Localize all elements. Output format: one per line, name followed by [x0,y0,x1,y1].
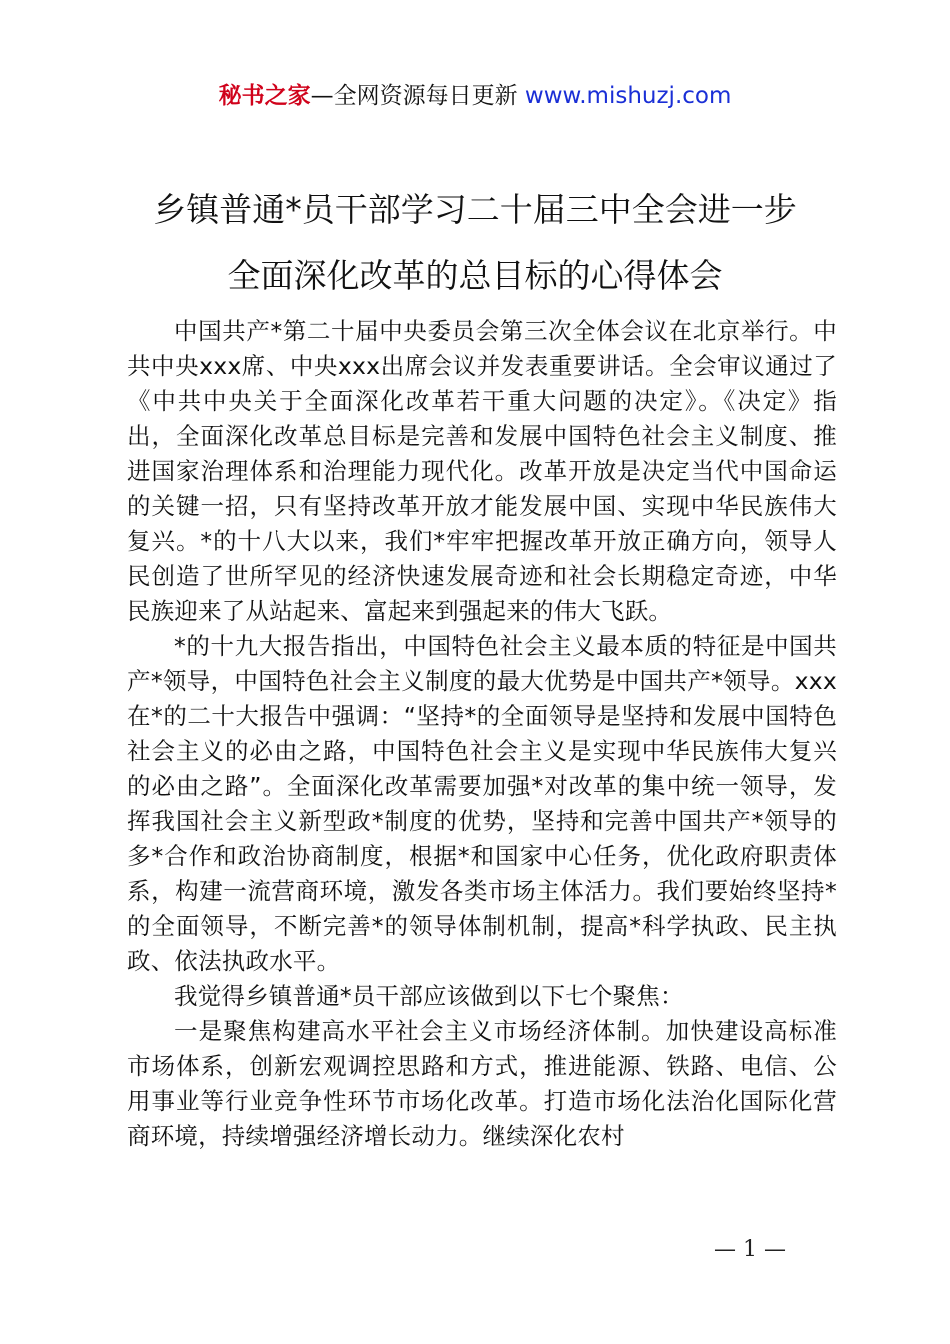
header-tagline: —全网资源每日更新 [310,83,518,109]
page-number: — 1 — [714,1237,786,1262]
document-body [127,314,837,1154]
body-paragraph-1: 中国共产*第二十届中央委员会第三次全体会议在北京举行。中共中央xxx席、中央xxx出席会议并发表重要讲话。全会审议通过了《中共中央关于全面深化改革若干重大问题的决定》。《决定》指出，全面深化改革总目标是完善和发展中国特色社会主义制度、推进国家治理体系和治理能力现代化。改革开放是决定当代中国命运的关键一招，只有坚持改革开放才能发展中国、实现中华民族伟大复兴。*的十八大以来，我们*牢牢把握改革开放正确方向，领导人民创造了世所罕见的经济快速发展奇迹和社会长期稳定奇迹，中华民族迎来了从站起来、富起来到强起来的伟大飞跃。 [127,317,837,625]
body-paragraph-2: *的十九大报告指出，中国特色社会主义最本质的特征是中国共产*领导，中国特色社会主义制度的最大优势是中国共产*领导。xxx在*的二十大报告中强调：“坚持*的全面领导是坚持和发展中国特色社会主义的必由之路，中国特色社会主义是实现中华民族伟大复兴的必由之路”。全面深化改革需要加强*对改革的集中统一领导，发挥我国社会主义新型政*制度的优势，坚持和完善中国共产*领导的多*合作和政治协商制度，根据*和国家中心任务，优化政府职责体系，构建一流营商环境，激发各类市场主体活力。我们要始终坚持*的全面领导，不断完善*的领导体制机制，提高*科学执政、民主执政、依法执政水平。 [127,632,837,975]
document-title-line-2: 全面深化改革的总目标的心得体会 [227,256,723,295]
body-paragraph-3: 我觉得乡镇普通*员干部应该做到以下七个聚焦： [174,982,684,1010]
body-paragraph-4: 一是聚焦构建高水平社会主义市场经济体制。加快建设高标准市场体系，创新宏观调控思路和方式，推进能源、铁路、电信、公用事业等行业竞争性环节市场化改革。打造市场化法治化国际化营商环境，持续增强经济增长动力。继续深化农村 [127,1017,837,1150]
site-header [0,80,950,112]
document-title-line-1: 乡镇普通*员干部学习二十届三中全会进一步 [153,190,797,229]
site-url-link[interactable]: www.mishuzj.com [524,83,732,109]
brand-name: 秘书之家 [218,83,311,109]
